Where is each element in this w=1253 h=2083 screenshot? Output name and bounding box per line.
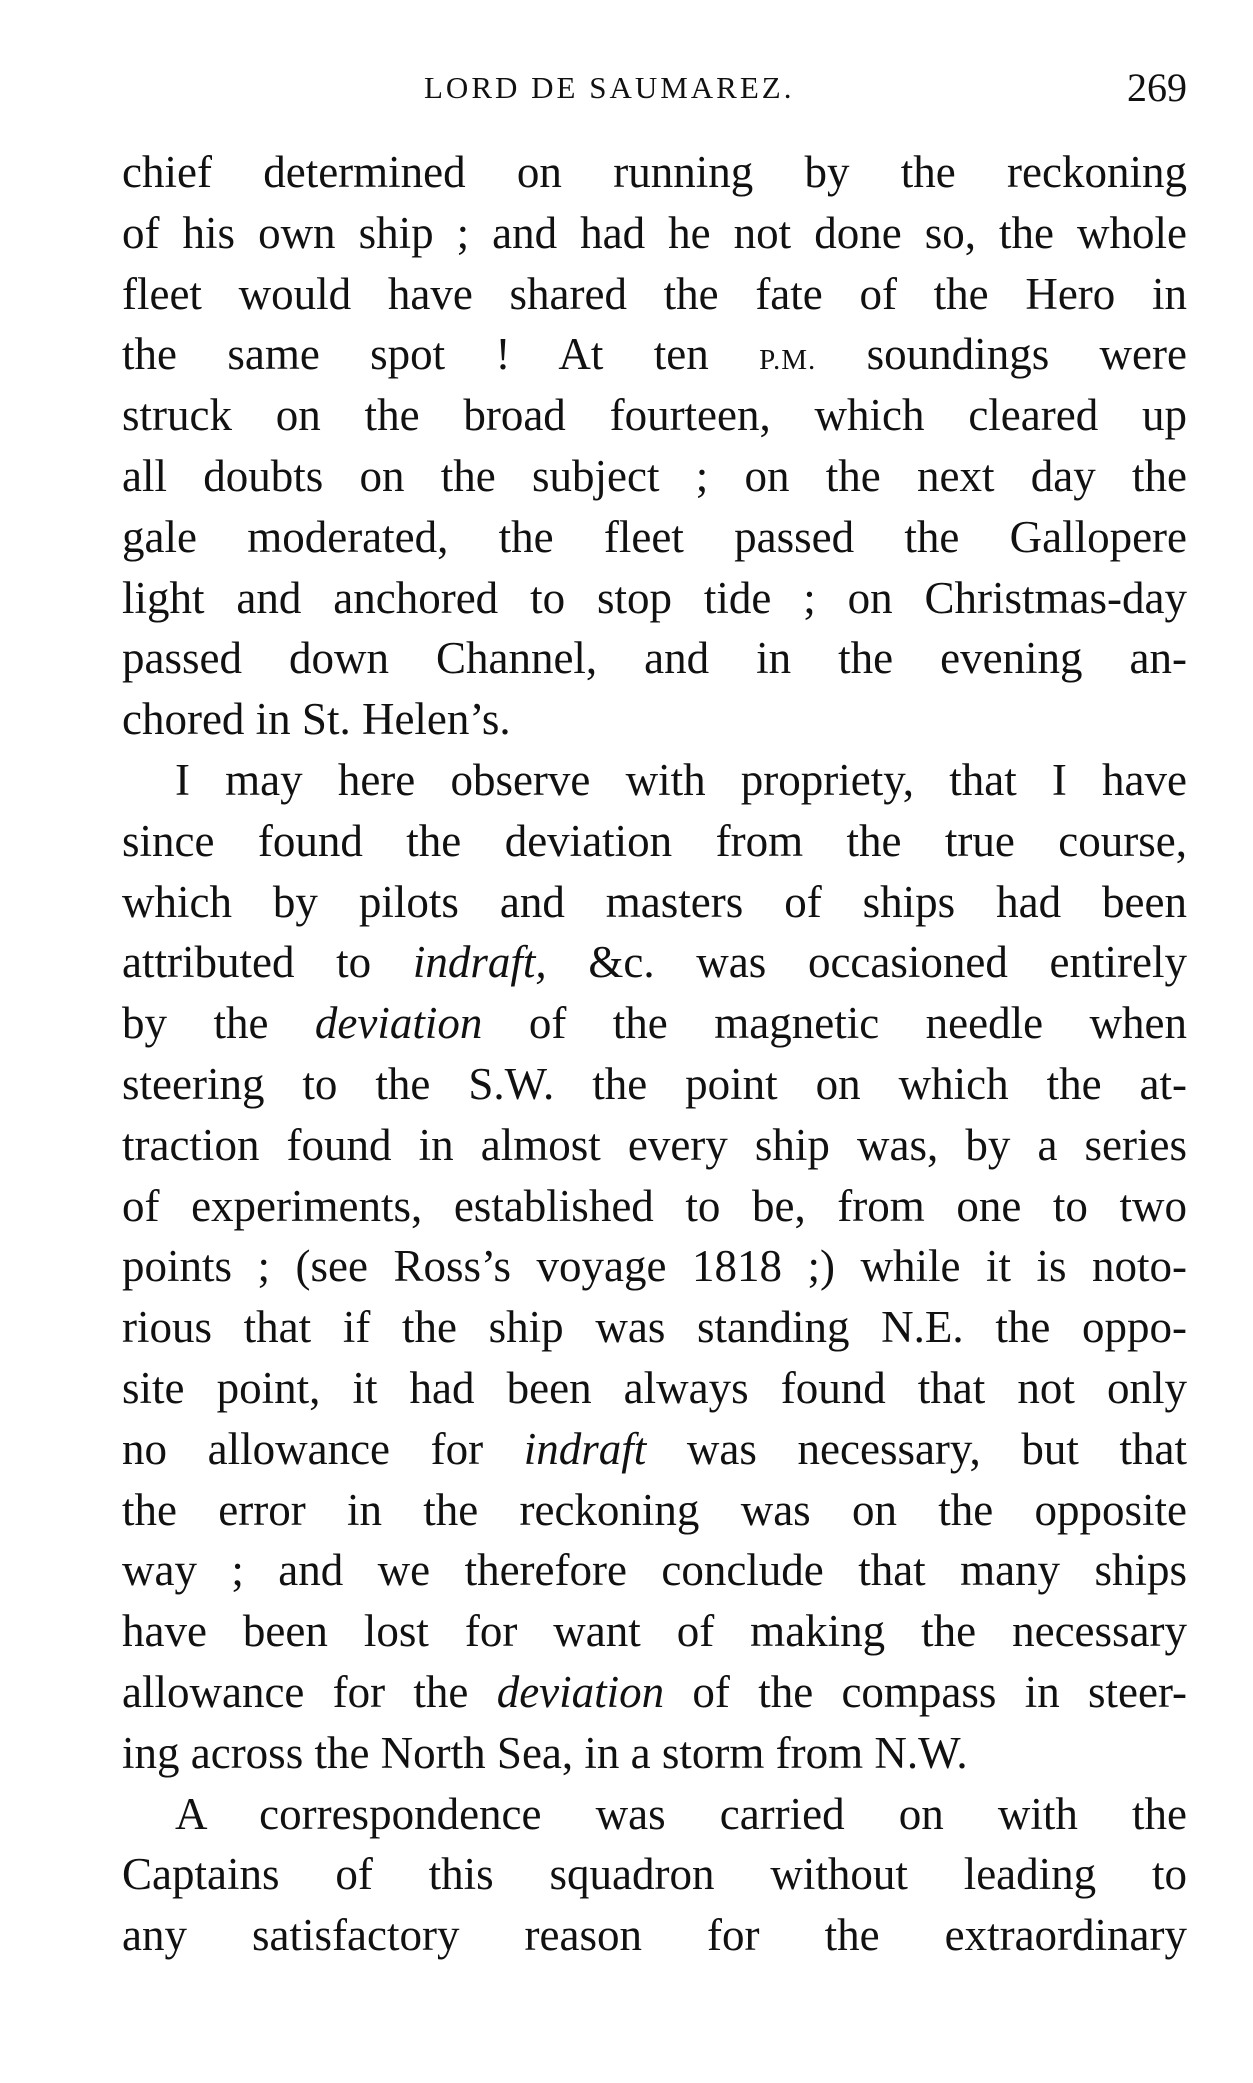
paragraph-1 bbox=[122, 142, 1187, 750]
text-line: the error in the reckoning was on the opposite bbox=[122, 1484, 1187, 1535]
text-line: way ; and we therefore conclude that many ships bbox=[122, 1545, 1187, 1596]
text-line: gale moderated, the fleet passed the Gallopere bbox=[122, 511, 1187, 562]
running-title: LORD DE SAUMAREZ. bbox=[424, 70, 795, 105]
text-line bbox=[122, 1419, 1187, 1480]
text-line: fleet would have shared the fate of the Hero in bbox=[122, 268, 1187, 319]
italic-run: indraft, bbox=[412, 937, 547, 988]
text-line: ing across the North Sea, in a storm from N.W. bbox=[122, 1727, 968, 1778]
page-number: 269 bbox=[1127, 65, 1187, 110]
text-line: since found the deviation from the true course, bbox=[122, 815, 1187, 866]
text-line: rious that if the ship was standing N.E. the oppo- bbox=[122, 1302, 1187, 1353]
text-run: by the bbox=[122, 998, 315, 1049]
text-line: I may here observe with propriety, that I have bbox=[175, 754, 1187, 805]
italic-run: deviation bbox=[314, 998, 483, 1049]
small-caps-run: P.M. bbox=[759, 344, 817, 377]
text-line: of experiments, established to be, from one to two bbox=[122, 1180, 1187, 1231]
paragraph-2 bbox=[122, 750, 1187, 1784]
text-run: no allowance for bbox=[122, 1423, 524, 1474]
paragraph-3 bbox=[122, 1784, 1187, 1966]
text-line bbox=[122, 324, 1187, 385]
text-line: which by pilots and masters of ships had been bbox=[122, 876, 1187, 927]
text-run: the same spot ! At ten bbox=[122, 329, 760, 380]
text-line: all doubts on the subject ; on the next day the bbox=[122, 450, 1187, 501]
text-run: was necessary, but that bbox=[646, 1423, 1187, 1474]
text-run: allowance for the bbox=[122, 1666, 497, 1717]
text-line: traction found in almost every ship was, by a series bbox=[122, 1119, 1187, 1170]
text-line: light and anchored to stop tide ; on Christmas-day bbox=[122, 572, 1187, 623]
text-line: chored in St. Helen’s. bbox=[122, 694, 511, 745]
text-run: &c. was occasioned entirely bbox=[546, 937, 1187, 988]
text-line: have been lost for want of making the necessary bbox=[122, 1606, 1187, 1657]
text-line: passed down Channel, and in the evening an- bbox=[122, 633, 1187, 684]
text-line bbox=[122, 993, 1187, 1054]
text-run: of the magnetic needle when bbox=[482, 998, 1188, 1049]
text-line: points ; (see Ross’s voyage 1818 ;) while it is noto- bbox=[122, 1241, 1187, 1292]
text-run: attributed to bbox=[122, 937, 413, 988]
text-line bbox=[122, 932, 1187, 993]
text-line: struck on the broad fourteen, which cleared up bbox=[122, 390, 1187, 441]
text-line: site point, it had been always found that not only bbox=[122, 1362, 1187, 1413]
text-line: of his own ship ; and had he not done so, the whole bbox=[122, 207, 1187, 258]
text-line bbox=[122, 1662, 1187, 1723]
body-text bbox=[122, 142, 1187, 1966]
text-run: of the compass in steer- bbox=[664, 1666, 1188, 1717]
running-head bbox=[122, 64, 1187, 114]
italic-run: deviation bbox=[496, 1666, 665, 1717]
text-line: Captains of this squadron without leading to bbox=[122, 1849, 1187, 1900]
text-line: chief determined on running by the reckoning bbox=[122, 147, 1187, 197]
text-line: any satisfactory reason for the extraordinary bbox=[122, 1910, 1187, 1961]
text-line: A correspondence was carried on with the bbox=[175, 1788, 1187, 1839]
text-run: soundings were bbox=[816, 329, 1187, 380]
text-line: steering to the S.W. the point on which the at- bbox=[122, 1058, 1187, 1109]
italic-run: indraft bbox=[523, 1423, 647, 1474]
